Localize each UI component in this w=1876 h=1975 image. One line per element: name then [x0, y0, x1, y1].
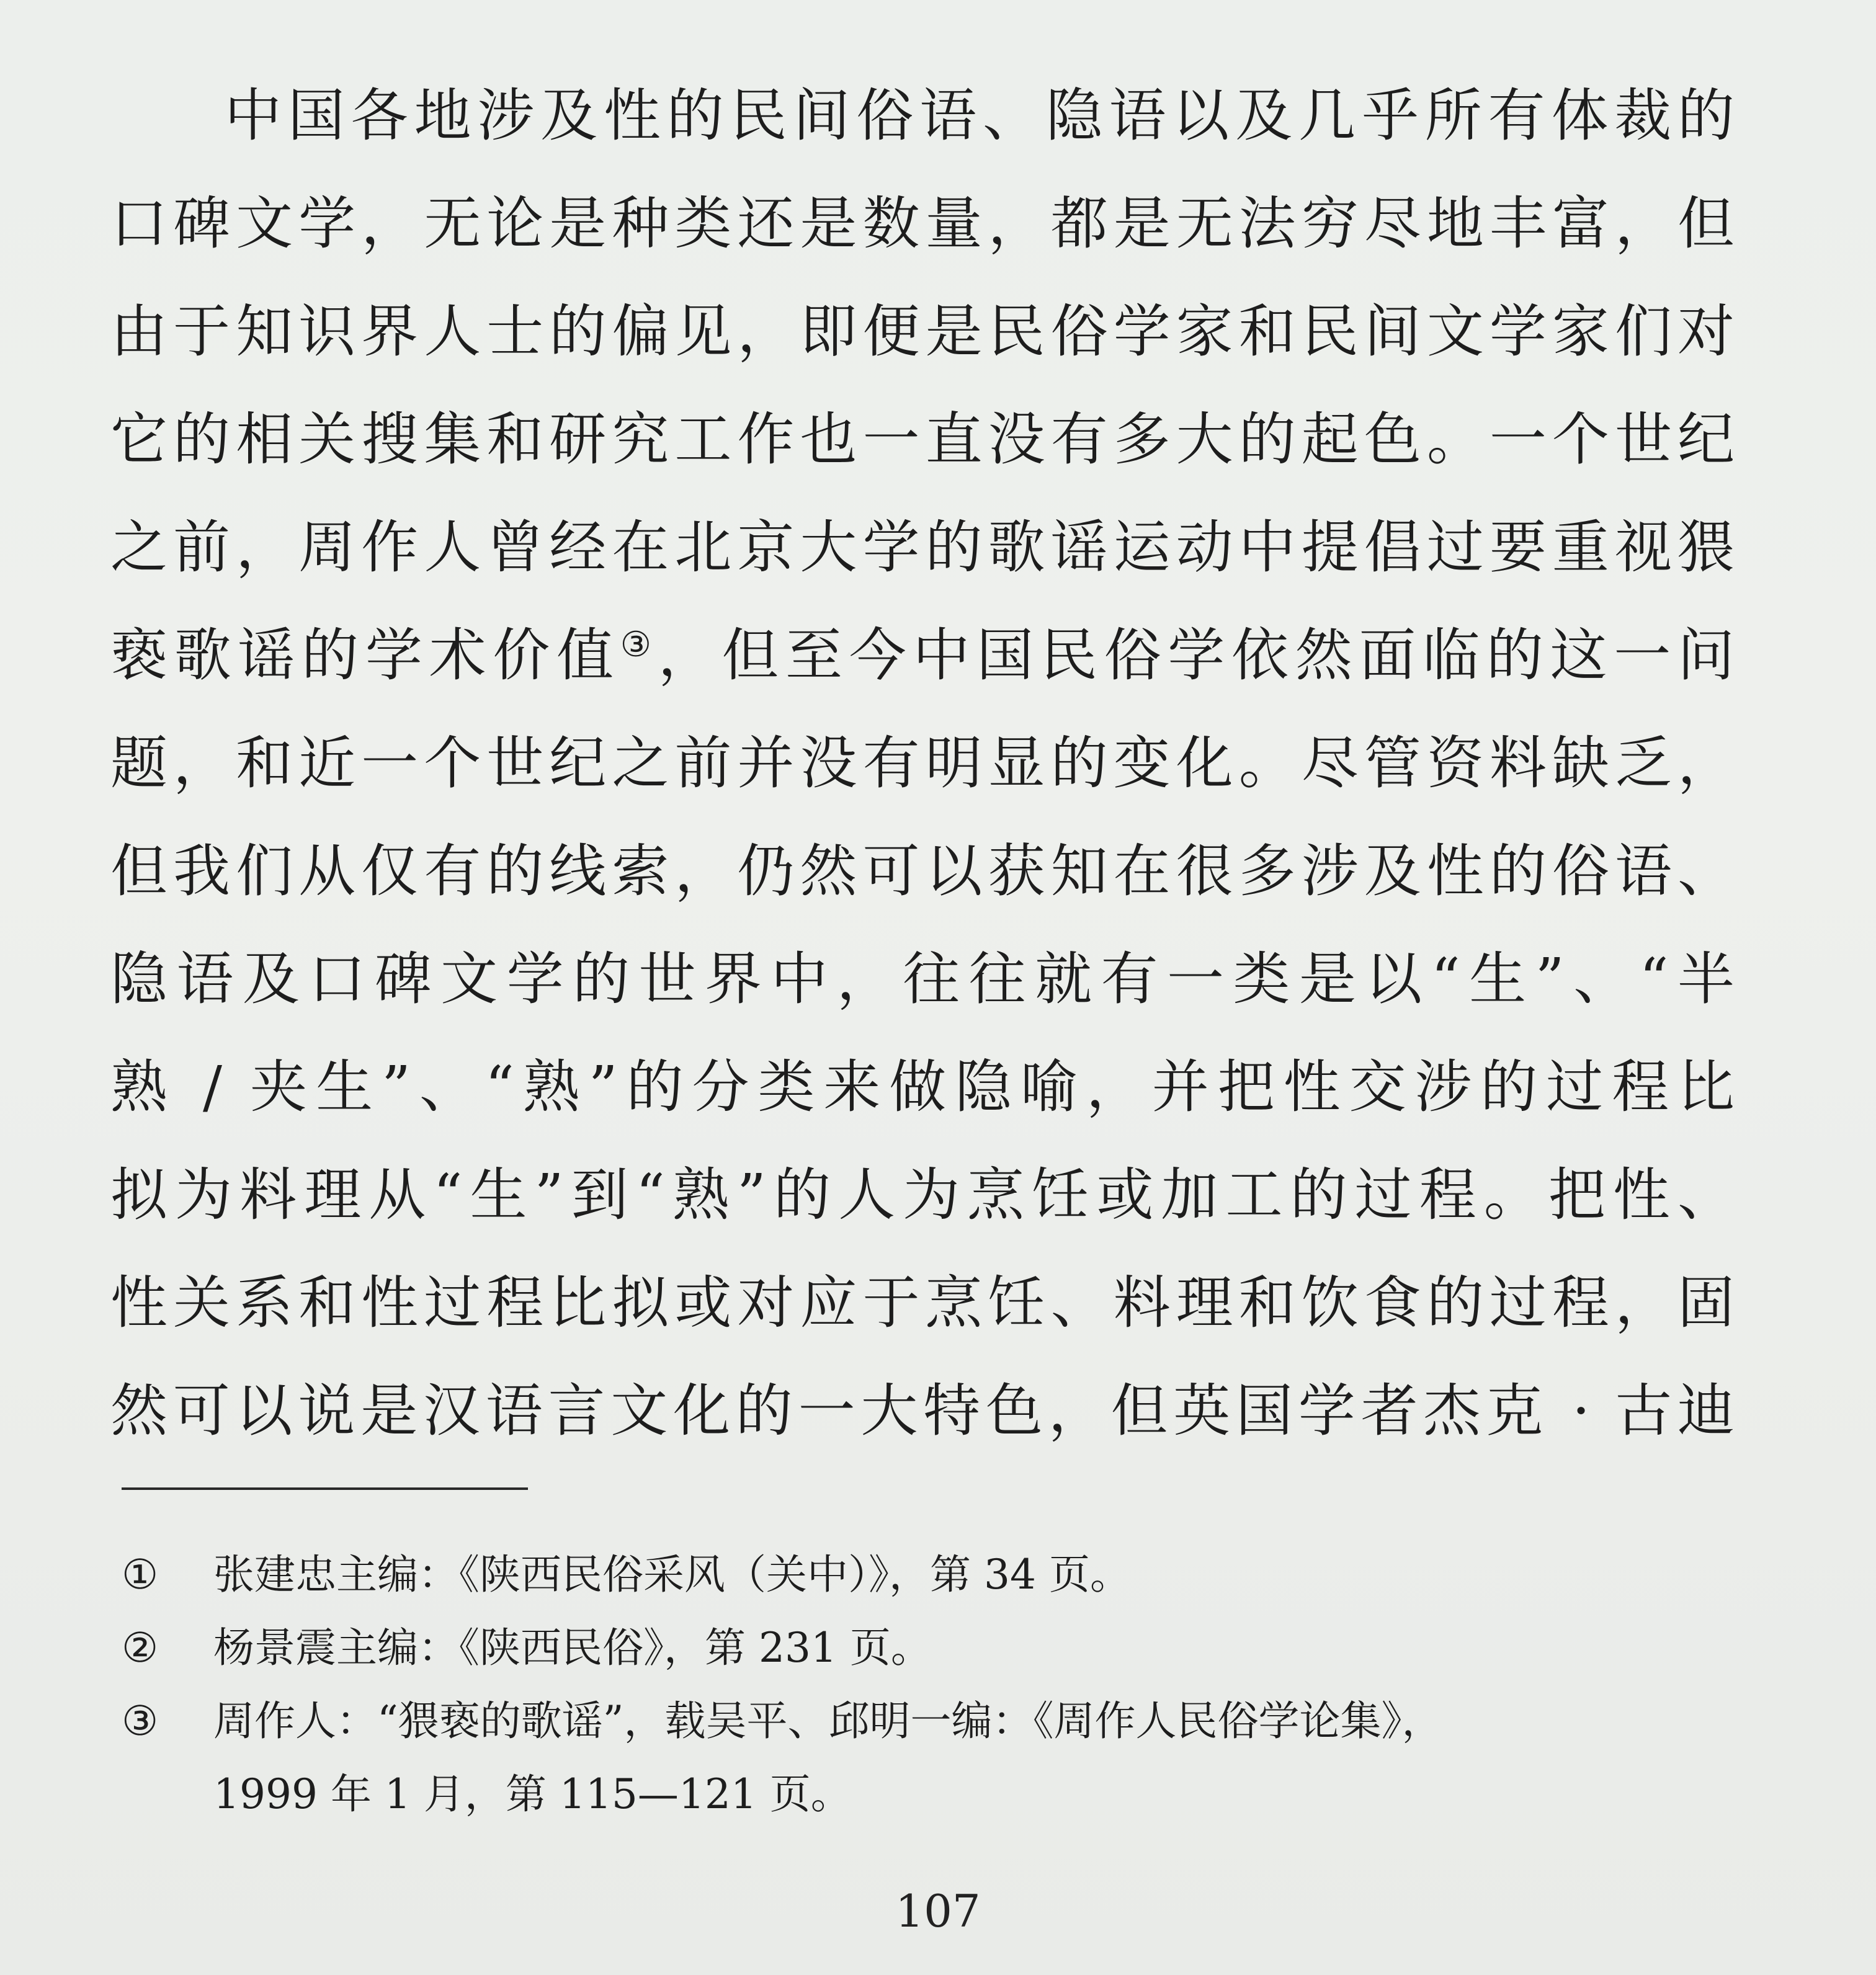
footnote-item [122, 1685, 1735, 1758]
footnote-text: 张建忠主编：《陕西民俗采风（关中）》，第 34 页。 [213, 1551, 1131, 1598]
footnote-item [122, 1612, 1735, 1685]
footnote-divider [122, 1487, 528, 1490]
footnote-marker: ③ [122, 1697, 159, 1745]
text-line: 但我们从仅有的线索，仍然可以获知在很多涉及性的俗语、 [110, 838, 1736, 904]
text-line: 由于知识界人士的偏见，即便是民俗学家和民间文学家们对 [110, 298, 1736, 365]
text-line: 拟为料理从“生”到“熟”的人为烹饪或加工的过程。把性、 [110, 1162, 1736, 1228]
text-line: 然可以说是汉语言文化的一大特色，但英国学者杰克 · 古迪 [110, 1378, 1736, 1444]
footnotes [122, 1538, 1735, 1831]
text-line [110, 602, 1736, 710]
body-paragraph [110, 62, 1736, 1465]
footnote-marker: ② [122, 1624, 159, 1672]
text-line: 它的相关搜集和研究工作也一直没有多大的起色。一个世纪 [110, 406, 1736, 473]
text-line: 口碑文学，无论是种类还是数量，都是无法穷尽地丰富，但 [110, 190, 1736, 257]
text-line: 隐语及口碑文学的世界中，往往就有一类是以“生”、“半 [110, 946, 1736, 1012]
footnote-continuation: 1999 年 1 月，第 115—121 页。 [213, 1770, 852, 1818]
text-line: 熟 / 夹生”、“熟”的分类来做隐喻，并把性交涉的过程比 [110, 1054, 1736, 1120]
page-number: 107 [895, 1885, 981, 1937]
text-line: 题，和近一个世纪之前并没有明显的变化。尽管资料缺乏， [110, 730, 1736, 796]
text-line: 之前，周作人曾经在北京大学的歌谣运动中提倡过要重视猥 [110, 514, 1736, 581]
footnote-text: 周作人：“猥亵的歌谣”，载吴平、邱明一编：《周作人民俗学论集》， [213, 1697, 1443, 1745]
footnote-marker: ① [122, 1551, 159, 1598]
text-segment: 亵歌谣的学术价值 [110, 622, 620, 689]
text-line: 中国各地涉及性的民间俗语、隐语以及几乎所有体裁的 [225, 82, 1736, 149]
footnote-item [122, 1538, 1735, 1612]
footnote-reference: ③ [620, 625, 658, 665]
text-segment: ，但至今中国民俗学依然面临的这一问 [658, 622, 1736, 689]
text-line: 性关系和性过程比拟或对应于烹饪、料理和饮食的过程，固 [110, 1270, 1736, 1336]
footnote-text: 杨景震主编：《陕西民俗》，第 231 页。 [213, 1624, 932, 1672]
